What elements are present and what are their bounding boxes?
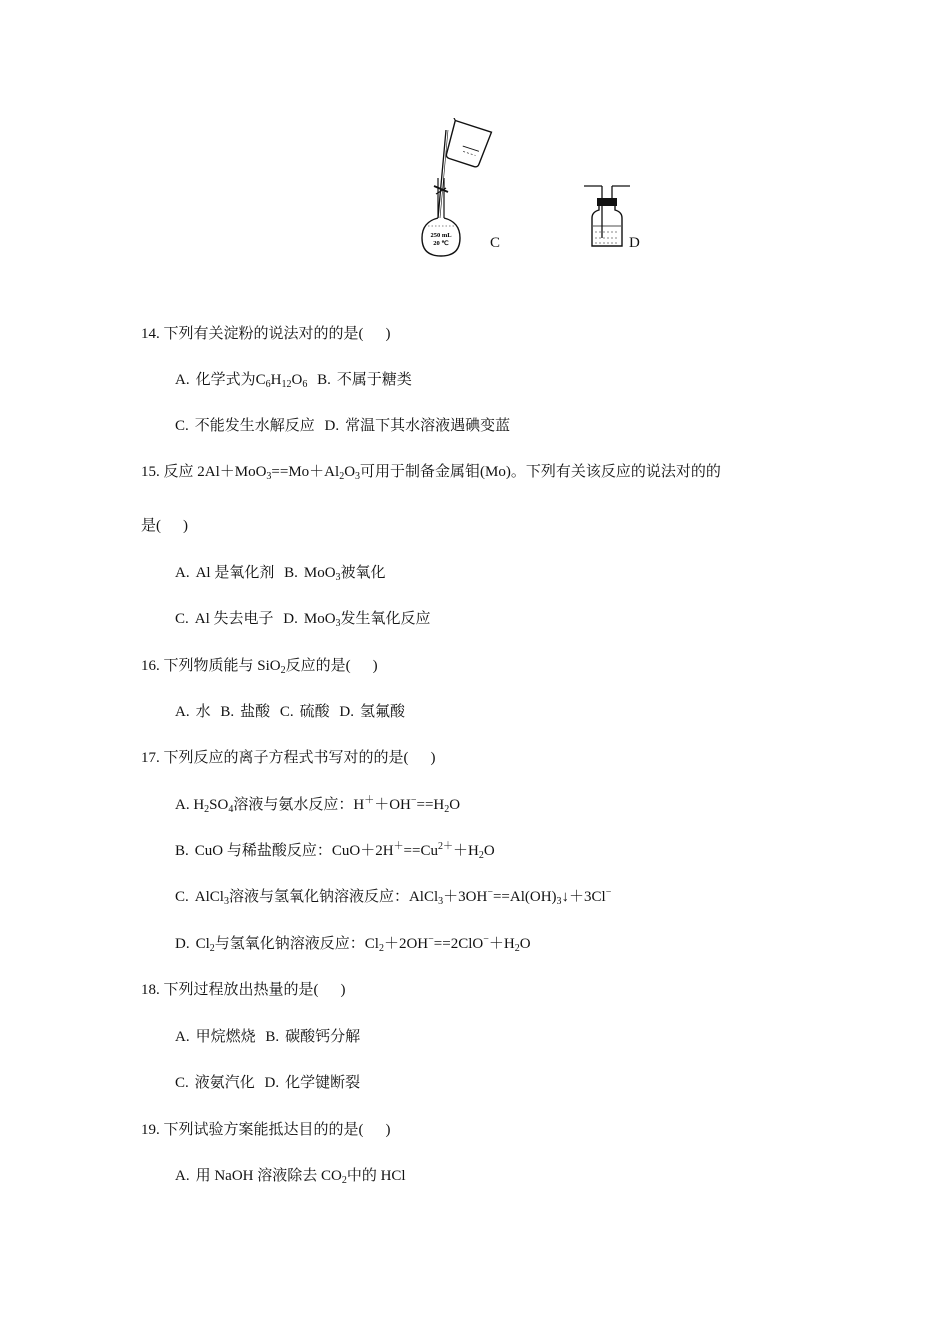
question-14-stem	[141, 324, 391, 344]
flask-temp-label: 20 ℃	[433, 240, 449, 247]
question-17-option-c: C. AlCl$_3$溶液与氢氧化钠溶液反应：$AlCl_3+3OH^-==Al(OH)_3↓+3Cl^-$	[175, 887, 612, 907]
option-d: D. 化学键断裂	[264, 1075, 361, 1091]
question-18-options-ab	[175, 1027, 360, 1047]
question-19-stem: 19. 下列试验方案能抵达目的的是( )	[141, 1122, 391, 1138]
option-a: A. 甲烷燃烧	[175, 1029, 256, 1045]
figure-d-label: D	[629, 235, 640, 251]
option-d: D. 常温下其水溶液遇碘变蓝	[324, 418, 511, 434]
option-b: B. 盐酸	[220, 704, 271, 720]
question-17-stem: 17. 下列反应的离子方程式书写对的的是( )	[141, 750, 436, 766]
option-d: D. MoO$_3$发生氧化反应	[283, 611, 431, 629]
question-16-stem: 16. 下列物质能与 SiO$_2$反应的是( )	[141, 658, 378, 676]
option-a: A. 水	[175, 704, 211, 720]
option-c: C. Al 失去电子	[175, 611, 274, 627]
option-b: B. MoO$_3$被氧化	[284, 565, 386, 583]
question-17-option-d: D. $Cl_2$与氢氧化钠溶液反应：$Cl_2+2OH^-==2ClO^-+H_2O$	[175, 934, 531, 954]
figure-c-label: C	[490, 235, 501, 251]
question-18-stem: 18. 下列过程放出热量的是( )	[141, 982, 346, 998]
question-19-option-a: A. 用 NaOH 溶液除去 $CO_2$中的 HCl	[175, 1168, 406, 1186]
option-c: C. 不能发生水解反应	[175, 418, 315, 434]
apparatus-figures	[0, 0, 950, 270]
option-b: B. 不属于糖类	[317, 372, 412, 388]
question-15-stem-continued: 是( )	[141, 518, 188, 534]
flask-volume-label: 250 mL	[430, 232, 452, 239]
stem-text: 14. 下列有关淀粉的说法对的的是(	[141, 326, 364, 342]
option-d: D. 氢氟酸	[339, 704, 406, 720]
option-c: C. 硫酸	[279, 704, 330, 720]
question-15-options-cd	[175, 609, 431, 629]
option-a: A. Al 是氧化剂	[175, 565, 275, 581]
question-14-options-cd	[175, 416, 510, 436]
question-18-options-cd	[175, 1073, 360, 1093]
question-16-options	[175, 702, 405, 722]
question-17-option-a: A. $H_2SO_4$溶液与氨水反应：$H^++OH^-==H_2O$	[175, 795, 461, 815]
question-17-option-b: B. CuO 与稀盐酸反应：$CuO+2H^+==Cu^{2+}+H_2O$	[175, 841, 495, 861]
question-15-options-ab	[175, 563, 386, 583]
question-15-stem: 15. 反应 $2Al+MoO_3==Mo+Al_2O_3$可用于制备金属钼(Mo)。下列有关该反应的说法对的的	[141, 464, 721, 482]
option-a: A. 化学式为$C_6H_{12}O_6$	[175, 372, 308, 390]
gas-washing-bottle-icon	[582, 180, 632, 250]
stem-bracket: )	[385, 326, 391, 342]
option-c: C. 液氨汽化	[175, 1075, 255, 1091]
question-14-options-ab	[175, 370, 412, 390]
volumetric-flask-pouring-icon	[420, 118, 500, 258]
option-b: B. 碳酸钙分解	[265, 1029, 361, 1045]
